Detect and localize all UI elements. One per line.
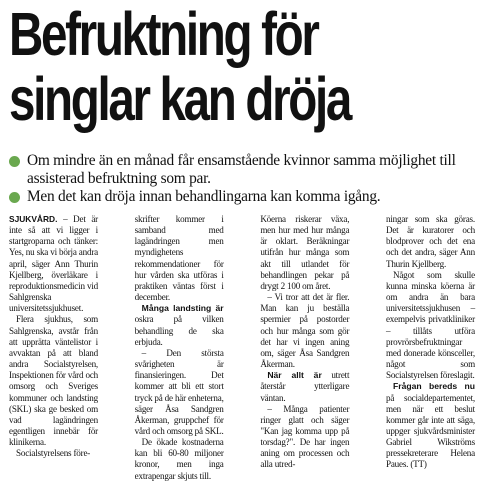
article-paragraph: Köerna riskerar växa, men hur med hur många är oklart. Beräkningar utifrån hur många som akt till utlandet för behandlingen pekar på drygt 2 100 om året. — [260, 214, 350, 291]
headline — [9, 2, 372, 132]
article-column-1 — [9, 214, 98, 459]
article-paragraph: SJUKVÅRD. – Det är inte så att vi ligger i startgroparna och tänker: Yes, nu ska vi börja andra april, säger Ann Thurin Kjellberg, överläkare i reproduktionsmedicin vid Sahlgrenska universitetssjukhuset. — [9, 214, 98, 314]
article-paragraph: Flera sjukhus, som Sahlgrenska, avstår från att upprätta väntelistor i avvaktan på att bland andra Socialstyrelsen, Inspektionen för vård och omsorg och Sveriges kommuner och landsting (SKL) ska ge besked om vad lagändringen egentligen innebär för klinikerna. — [9, 314, 98, 448]
article-column-4 — [385, 214, 475, 470]
green-bullet-icon — [9, 192, 20, 203]
headline-line-2: singlar kan dröja — [9, 65, 350, 133]
article-paragraph: ningar som ska göras. Det är kuratorer och blodprover och det ena och det andra, säger Ann Thurin Kjellberg. — [385, 214, 475, 269]
article-paragraph: Något som skulle kunna minska köerna är om andra än bara universitetssjukhusen – exempelvis privatkliniker – tillåts utföra provrörsbefruktningar med donerade könsceller, något som Socialstyrelsen föreslagit. — [385, 269, 475, 381]
green-bullet-icon — [9, 156, 20, 167]
dateline: SJUKVÅRD. — [9, 214, 58, 224]
article-paragraph: Socialstyrelsens före- — [16, 448, 91, 459]
article-paragraph: Många landsting är oskra på vilken behandling de ska erbjuda. — [134, 303, 224, 347]
article-body — [9, 214, 475, 481]
article-paragraph: skrifter kommer i samband med lagändringen men myndighetens rekommendationer för hur vården ska utföras i praktiken väntas först i december. — [134, 214, 224, 303]
summary-bullet-1-text: Om mindre än en månad får ensamstående kvinnor samma möjlighet till assisterad befruktning som par. — [27, 152, 456, 187]
article-paragraph: – Vi tror att det är fler. Man kan ju beställa spermier på postorder och hur många som gör det har vi ingen aning om, säger Åsa Sandgren Åkerman. — [260, 292, 350, 370]
summary-bullet-2-text: Men det kan dröja innan behandlingarna kan komma igång. — [27, 188, 381, 205]
headline-line-1: Befruktning för — [9, 0, 318, 68]
article-paragraph: Frågan bereds nu på socialdepartementet, men när ett beslut kommer går inte att säga, uppger sjukvårdsminister Gabriel Wikströms pressekreterare Helena Paues. (TT) — [385, 381, 475, 470]
summary-bullet-1 — [9, 152, 474, 188]
subheading: Frågan bereds nu — [392, 381, 475, 392]
article-paragraph: När allt är utrett återstår ytterligare väntan. — [260, 370, 350, 403]
subheading: När allt är — [267, 370, 322, 381]
article-paragraph: – Många patienter ringer glatt och säger "Kan jag komma upp på torsdag?". De har ingen aning om processen och alla utred- — [260, 403, 350, 470]
subheading: Många landsting är — [141, 303, 224, 314]
summary-bullets — [9, 152, 474, 206]
article-column-3 — [260, 214, 350, 470]
article-column-2 — [134, 214, 224, 481]
article-paragraph: – Den största svårigheten är finansieringen. Det kommer att bli ett stort tryck på de här enheterna, säger Åsa Sandgren Åkerman, gruppchef för vård och omsorg på SKL. — [134, 347, 224, 436]
article-paragraph: De ökade kostnaderna kan bli 60-80 miljoner kronor, men inga extrapengar skjuts till. — [134, 437, 224, 481]
summary-bullet-2 — [9, 188, 474, 206]
